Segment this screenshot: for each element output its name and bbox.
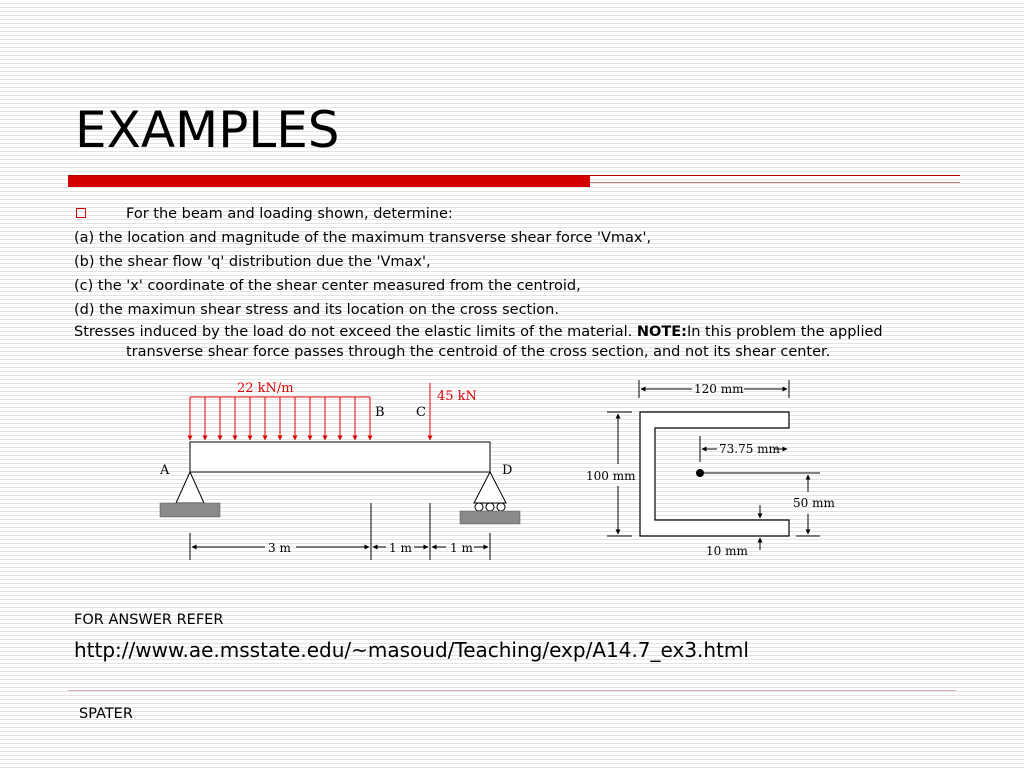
answer-url[interactable]: http://www.ae.msstate.edu/~masoud/Teaching/exp/A14.7_ex3.html <box>74 638 749 662</box>
footer-divider <box>68 690 956 691</box>
footer-text: SPATER <box>79 706 133 722</box>
pin-support <box>160 472 220 517</box>
problem-item-c: (c) the 'x' coordinate of the shear center measured from the centroid, <box>74 278 581 294</box>
section-offset-label: 73.75 mm <box>719 442 780 456</box>
span-1-label: 3 m <box>268 541 291 555</box>
centroid-dot <box>696 469 704 477</box>
beam-dimensions <box>190 503 490 560</box>
slide-title: EXAMPLES <box>75 101 340 159</box>
section-half-height-label: 50 mm <box>793 496 835 510</box>
problem-item-a: (a) the location and magnitude of the maximum transverse shear force 'Vmax', <box>74 230 652 246</box>
distributed-load-arrows <box>190 397 370 440</box>
section-height-label: 100 mm <box>586 469 636 483</box>
point-d-label: D <box>502 463 513 478</box>
span-2-label: 1 m <box>389 541 412 555</box>
problem-item-d: (d) the maximun shear stress and its location on the cross section. <box>74 302 559 318</box>
point-c-label: C <box>416 405 426 420</box>
point-load-label: 45 kN <box>437 389 477 404</box>
note-label: NOTE: <box>636 324 687 340</box>
stress-text: Stresses induced by the load do not exceed the elastic limits of the material. <box>74 324 637 340</box>
problem-intro-text: For the beam and loading shown, determine: <box>126 206 453 222</box>
section-width-label: 120 mm <box>694 382 744 396</box>
span-3-label: 1 m <box>450 541 473 555</box>
beam <box>190 442 490 472</box>
roller-support <box>460 472 520 524</box>
channel-cross-section <box>640 412 789 536</box>
answer-refer-label: FOR ANSWER REFER <box>74 612 224 628</box>
note-text: In this problem the applied transverse shear force passes through the centroid of the cross section, and not its shear center. <box>126 324 883 360</box>
point-a-label: A <box>160 463 170 478</box>
point-b-label: B <box>375 405 385 420</box>
section-thickness-label: 10 mm <box>706 544 748 558</box>
distributed-load-label: 22 kN/m <box>237 381 294 396</box>
problem-item-b: (b) the shear flow 'q' distribution due the 'Vmax', <box>74 254 431 270</box>
